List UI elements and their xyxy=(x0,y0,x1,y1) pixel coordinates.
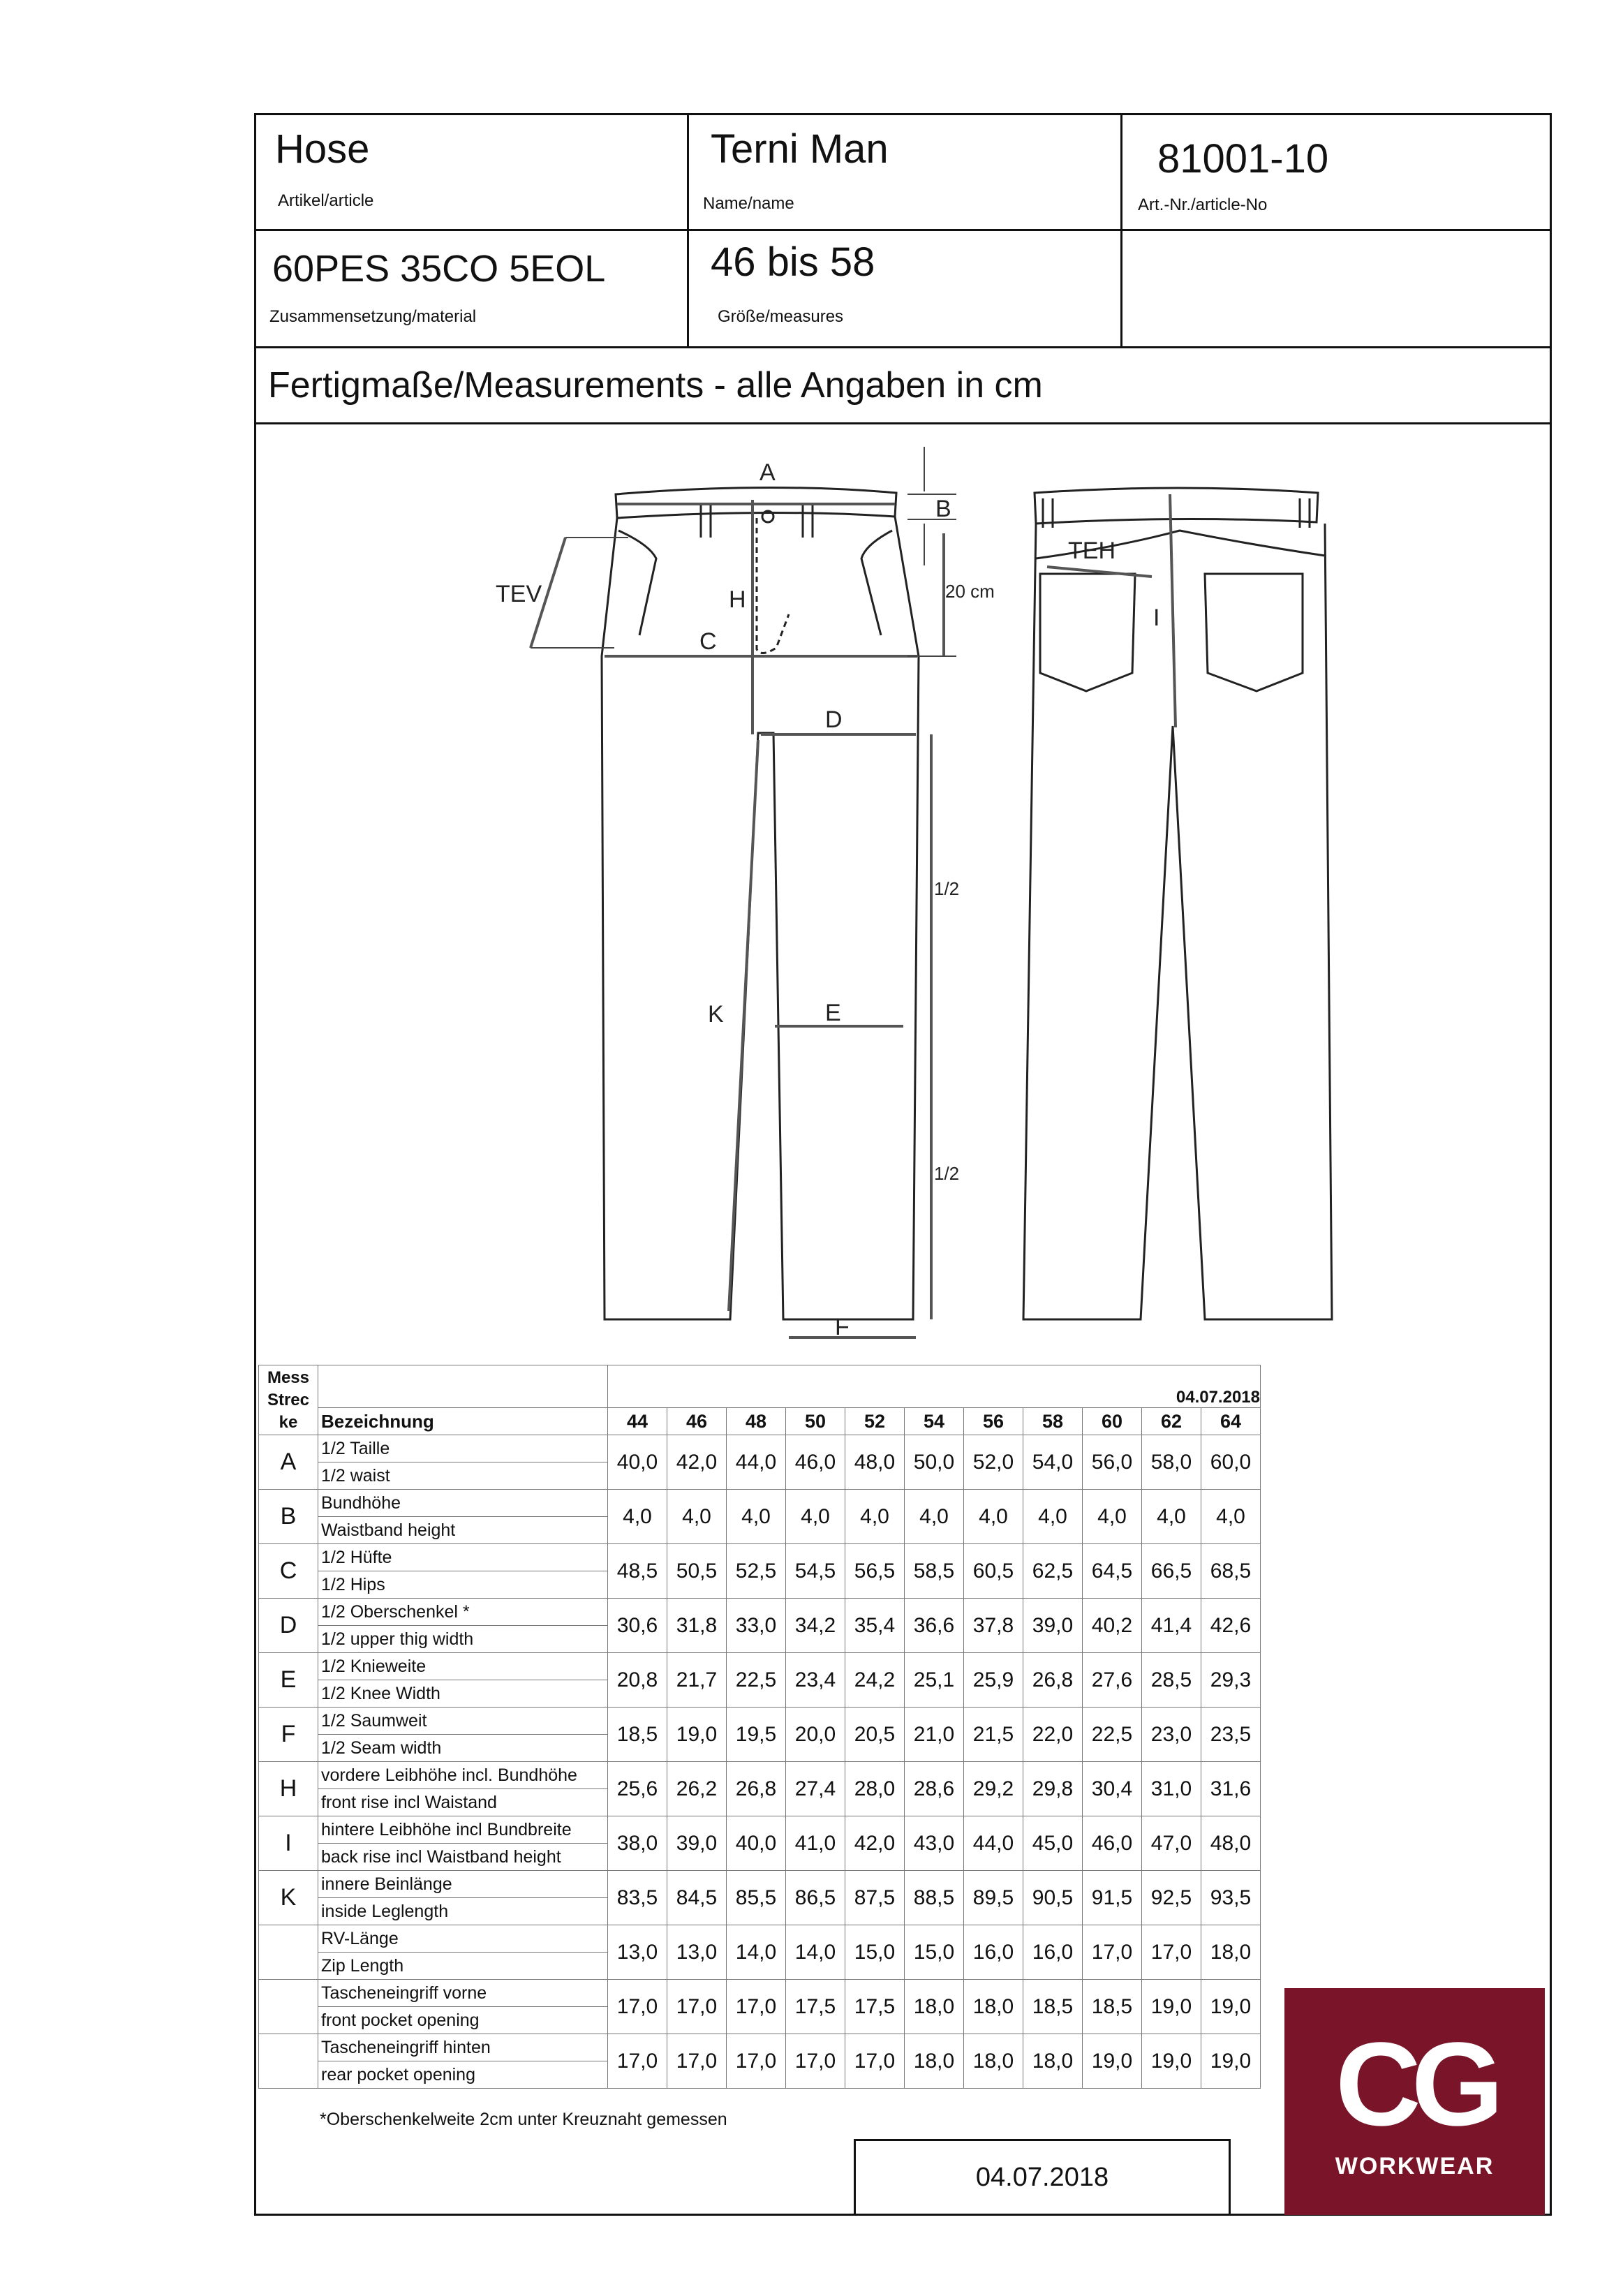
measure-name-en: 1/2 Hips xyxy=(318,1571,608,1599)
measure-value: 16,0 xyxy=(964,1925,1023,1980)
measure-value: 42,0 xyxy=(667,1435,727,1490)
measure-line-teh xyxy=(1047,567,1152,577)
table-row xyxy=(259,1435,1261,1462)
label-h: H xyxy=(729,586,746,613)
measure-value: 18,0 xyxy=(964,1980,1023,2034)
back-pocket-right xyxy=(1205,574,1303,691)
table-size-row xyxy=(259,1408,1261,1435)
measure-value: 4,0 xyxy=(1142,1490,1201,1544)
measure-value: 4,0 xyxy=(905,1490,964,1544)
measure-value: 85,5 xyxy=(727,1871,786,1925)
front-pocket-left xyxy=(618,531,656,635)
measure-value: 66,5 xyxy=(1142,1544,1201,1599)
label-teh: TEH xyxy=(1068,538,1116,564)
measure-code: C xyxy=(259,1544,318,1599)
label-i: I xyxy=(1153,605,1160,631)
measure-value: 47,0 xyxy=(1142,1816,1201,1871)
measure-value: 19,0 xyxy=(1201,1980,1261,2034)
table-header-col1 xyxy=(259,1365,318,1435)
measure-code: E xyxy=(259,1653,318,1708)
article-label: Artikel/article xyxy=(278,191,374,210)
measure-value: 17,0 xyxy=(1142,1925,1201,1980)
measure-value: 56,5 xyxy=(845,1544,905,1599)
measure-value: 19,5 xyxy=(727,1708,786,1762)
measure-value: 29,8 xyxy=(1023,1762,1083,1816)
section-title: Fertigmaße/Measurements - alle Angaben in cm xyxy=(268,365,1043,406)
measure-value: 28,0 xyxy=(845,1762,905,1816)
measure-line-i xyxy=(1170,494,1176,727)
measure-code: K xyxy=(259,1871,318,1925)
front-belt-loop-1 xyxy=(701,505,711,538)
measure-name-en: front rise incl Waistand xyxy=(318,1789,608,1816)
measure-value: 18,0 xyxy=(1201,1925,1261,1980)
measure-name-en: Waistband height xyxy=(318,1517,608,1544)
measure-value: 24,2 xyxy=(845,1653,905,1708)
measure-value: 25,9 xyxy=(964,1653,1023,1708)
measure-name-de: 1/2 Knieweite xyxy=(318,1653,608,1680)
measure-value: 86,5 xyxy=(786,1871,845,1925)
measure-value: 46,0 xyxy=(1083,1816,1142,1871)
measure-value: 28,5 xyxy=(1142,1653,1201,1708)
table-row xyxy=(259,1871,1261,1898)
measure-name-de: hintere Leibhöhe incl Bundbreite xyxy=(318,1816,608,1844)
table-size-header: 46 xyxy=(667,1408,727,1435)
measure-value: 38,0 xyxy=(608,1816,667,1871)
table-row xyxy=(259,1544,1261,1571)
measure-value: 93,5 xyxy=(1201,1871,1261,1925)
measure-value: 4,0 xyxy=(667,1490,727,1544)
measure-value: 19,0 xyxy=(667,1708,727,1762)
front-pocket-right xyxy=(861,531,892,635)
measure-value: 27,6 xyxy=(1083,1653,1142,1708)
measure-value: 4,0 xyxy=(786,1490,845,1544)
measure-name-en: inside Leglength xyxy=(318,1898,608,1925)
measure-value: 50,5 xyxy=(667,1544,727,1599)
measure-code: B xyxy=(259,1490,318,1544)
label-b: B xyxy=(935,496,951,522)
measure-value: 50,0 xyxy=(905,1435,964,1490)
measure-value: 40,0 xyxy=(608,1435,667,1490)
measure-value: 89,5 xyxy=(964,1871,1023,1925)
measure-value: 18,5 xyxy=(1083,1980,1142,2034)
measure-value: 15,0 xyxy=(905,1925,964,1980)
measure-value: 4,0 xyxy=(727,1490,786,1544)
measure-value: 60,0 xyxy=(1201,1435,1261,1490)
measure-value: 40,2 xyxy=(1083,1599,1142,1653)
measure-value: 58,5 xyxy=(905,1544,964,1599)
table-header-date: 04.07.2018 xyxy=(608,1365,1261,1408)
table-header-col1-line: Strec xyxy=(267,1390,310,1409)
label-a: A xyxy=(759,459,776,486)
measure-value: 17,5 xyxy=(786,1980,845,2034)
material-value: 60PES 35CO 5EOL xyxy=(272,248,606,290)
measure-value: 21,7 xyxy=(667,1653,727,1708)
logo-mark: CG xyxy=(1335,2018,1494,2151)
measure-value: 18,0 xyxy=(1023,2034,1083,2089)
measure-value: 90,5 xyxy=(1023,1871,1083,1925)
measure-value: 36,6 xyxy=(905,1599,964,1653)
measure-value: 35,4 xyxy=(845,1599,905,1653)
measure-value: 41,4 xyxy=(1142,1599,1201,1653)
measure-name-en: back rise incl Waistband height xyxy=(318,1844,608,1871)
measure-name-de: Tascheneingriff vorne xyxy=(318,1980,608,2007)
measure-code: F xyxy=(259,1708,318,1762)
front-belt-loop-2 xyxy=(803,505,813,538)
article-no-label: Art.-Nr./article-No xyxy=(1138,195,1268,214)
table-size-header: 52 xyxy=(845,1408,905,1435)
measure-value: 18,0 xyxy=(905,1980,964,2034)
label-k: K xyxy=(708,1001,724,1028)
measure-name-de: Bundhöhe xyxy=(318,1490,608,1517)
label-half-bottom: 1/2 xyxy=(934,1163,960,1184)
table-header-blank xyxy=(318,1365,608,1408)
measure-value: 91,5 xyxy=(1083,1871,1142,1925)
measure-value: 4,0 xyxy=(608,1490,667,1544)
measure-value: 26,2 xyxy=(667,1762,727,1816)
table-row xyxy=(259,2034,1261,2061)
measure-name-en: 1/2 Seam width xyxy=(318,1735,608,1762)
measure-value: 4,0 xyxy=(964,1490,1023,1544)
measure-value: 17,0 xyxy=(845,2034,905,2089)
measure-name-en: 1/2 Knee Width xyxy=(318,1680,608,1708)
table-header-col1-line: ke xyxy=(279,1412,298,1432)
measure-value: 23,5 xyxy=(1201,1708,1261,1762)
measure-value: 31,8 xyxy=(667,1599,727,1653)
measure-code xyxy=(259,2034,318,2089)
table-header-row xyxy=(259,1365,1261,1408)
measure-value: 18,5 xyxy=(608,1708,667,1762)
measure-value: 64,5 xyxy=(1083,1544,1142,1599)
measure-value: 30,6 xyxy=(608,1599,667,1653)
measure-value: 92,5 xyxy=(1142,1871,1201,1925)
measure-value: 31,0 xyxy=(1142,1762,1201,1816)
measure-code: H xyxy=(259,1762,318,1816)
table-size-header: 58 xyxy=(1023,1408,1083,1435)
measure-value: 17,0 xyxy=(667,1980,727,2034)
measure-value: 17,0 xyxy=(608,1980,667,2034)
label-e: E xyxy=(825,1000,841,1026)
table-footnote: *Oberschenkelweite 2cm unter Kreuznaht gemessen xyxy=(320,2110,727,2129)
table-size-header: 44 xyxy=(608,1408,667,1435)
measure-value: 83,5 xyxy=(608,1871,667,1925)
table-row xyxy=(259,1980,1261,2007)
back-pocket-left xyxy=(1040,574,1135,691)
measure-value: 52,0 xyxy=(964,1435,1023,1490)
measure-value: 41,0 xyxy=(786,1816,845,1871)
measure-value: 26,8 xyxy=(1023,1653,1083,1708)
measure-value: 22,5 xyxy=(1083,1708,1142,1762)
measure-value: 21,0 xyxy=(905,1708,964,1762)
measure-value: 45,0 xyxy=(1023,1816,1083,1871)
table-size-header: 56 xyxy=(964,1408,1023,1435)
measure-value: 60,5 xyxy=(964,1544,1023,1599)
measure-value: 13,0 xyxy=(667,1925,727,1980)
measure-value: 28,6 xyxy=(905,1762,964,1816)
table-row xyxy=(259,1762,1261,1789)
measure-value: 84,5 xyxy=(667,1871,727,1925)
measurement-table xyxy=(258,1365,1261,2089)
logo-text: WORKWEAR xyxy=(1335,2153,1495,2179)
measure-name-en: 1/2 upper thig width xyxy=(318,1626,608,1653)
front-outline xyxy=(602,517,919,1319)
measure-value: 42,6 xyxy=(1201,1599,1261,1653)
table-row xyxy=(259,1816,1261,1844)
measure-value: 22,5 xyxy=(727,1653,786,1708)
label-tev: TEV xyxy=(496,581,542,607)
label-c: C xyxy=(699,628,717,655)
measure-value: 68,5 xyxy=(1201,1544,1261,1599)
measure-value: 17,5 xyxy=(845,1980,905,2034)
measure-value: 18,0 xyxy=(964,2034,1023,2089)
table-row xyxy=(259,1708,1261,1735)
measure-code: A xyxy=(259,1435,318,1490)
table-size-header: 64 xyxy=(1201,1408,1261,1435)
measure-value: 17,0 xyxy=(667,2034,727,2089)
measure-value: 29,3 xyxy=(1201,1653,1261,1708)
measure-value: 19,0 xyxy=(1142,1980,1201,2034)
measure-name-en: Zip Length xyxy=(318,1953,608,1980)
table-row xyxy=(259,1925,1261,1953)
measure-value: 20,0 xyxy=(786,1708,845,1762)
measure-value: 29,2 xyxy=(964,1762,1023,1816)
measure-value: 4,0 xyxy=(1023,1490,1083,1544)
measure-value: 31,6 xyxy=(1201,1762,1261,1816)
measure-value: 27,4 xyxy=(786,1762,845,1816)
measure-value: 20,5 xyxy=(845,1708,905,1762)
table-size-header: 54 xyxy=(905,1408,964,1435)
measure-value: 14,0 xyxy=(727,1925,786,1980)
measure-name-de: innere Beinlänge xyxy=(318,1871,608,1898)
back-outline xyxy=(1023,524,1332,1319)
measure-name-de: 1/2 Taille xyxy=(318,1435,608,1462)
measure-code: D xyxy=(259,1599,318,1653)
measure-value: 14,0 xyxy=(786,1925,845,1980)
measure-value: 4,0 xyxy=(845,1490,905,1544)
measure-value: 25,6 xyxy=(608,1762,667,1816)
measure-value: 44,0 xyxy=(964,1816,1023,1871)
measure-value: 22,0 xyxy=(1023,1708,1083,1762)
measure-value: 18,0 xyxy=(905,2034,964,2089)
measure-name-de: 1/2 Oberschenkel * xyxy=(318,1599,608,1626)
table-row xyxy=(259,1490,1261,1517)
measure-value: 43,0 xyxy=(905,1816,964,1871)
measure-value: 4,0 xyxy=(1201,1490,1261,1544)
measure-value: 37,8 xyxy=(964,1599,1023,1653)
measure-value: 48,5 xyxy=(608,1544,667,1599)
table-size-header: 48 xyxy=(727,1408,786,1435)
measure-name-en: rear pocket opening xyxy=(318,2061,608,2089)
measure-code xyxy=(259,1980,318,2034)
size-label: Größe/measures xyxy=(718,307,844,326)
measure-value: 17,0 xyxy=(608,2034,667,2089)
measure-name-de: Tascheneingriff hinten xyxy=(318,2034,608,2061)
table-size-header: 60 xyxy=(1083,1408,1142,1435)
measure-value: 39,0 xyxy=(667,1816,727,1871)
measure-name-de: 1/2 Saumweit xyxy=(318,1708,608,1735)
measure-value: 62,5 xyxy=(1023,1544,1083,1599)
measure-name-de: RV-Länge xyxy=(318,1925,608,1953)
measure-value: 44,0 xyxy=(727,1435,786,1490)
measure-value: 17,0 xyxy=(1083,1925,1142,1980)
measure-value: 18,5 xyxy=(1023,1980,1083,2034)
measure-name-de: 1/2 Hüfte xyxy=(318,1544,608,1571)
measure-value: 17,0 xyxy=(727,2034,786,2089)
material-label: Zusammensetzung/material xyxy=(269,307,477,326)
measure-line-k xyxy=(729,740,758,1311)
cg-workwear-logo xyxy=(1284,1988,1545,2215)
footer-date: 04.07.2018 xyxy=(854,2139,1231,2216)
article-value: Hose xyxy=(275,126,370,172)
measure-name-en: 1/2 waist xyxy=(318,1462,608,1490)
back-waistband xyxy=(1035,488,1318,524)
label-d: D xyxy=(825,706,843,733)
measure-value: 54,0 xyxy=(1023,1435,1083,1490)
measure-value: 58,0 xyxy=(1142,1435,1201,1490)
measure-name-de: vordere Leibhöhe incl. Bundhöhe xyxy=(318,1762,608,1789)
label-half-top: 1/2 xyxy=(934,878,960,899)
front-fly xyxy=(757,518,789,653)
measure-value: 23,0 xyxy=(1142,1708,1201,1762)
measure-value: 16,0 xyxy=(1023,1925,1083,1980)
measure-value: 21,5 xyxy=(964,1708,1023,1762)
measure-value: 19,0 xyxy=(1201,2034,1261,2089)
measure-value: 48,0 xyxy=(845,1435,905,1490)
measure-value: 34,2 xyxy=(786,1599,845,1653)
measure-value: 33,0 xyxy=(727,1599,786,1653)
measure-code: I xyxy=(259,1816,318,1871)
table-row xyxy=(259,1599,1261,1626)
measure-value: 54,5 xyxy=(786,1544,845,1599)
table-header-bezeichnung: Bezeichnung xyxy=(318,1408,608,1435)
table-header-col1-line: Mess xyxy=(267,1368,310,1387)
measure-value: 42,0 xyxy=(845,1816,905,1871)
label-f: F xyxy=(835,1314,850,1340)
table-row xyxy=(259,1653,1261,1680)
measure-value: 52,5 xyxy=(727,1544,786,1599)
measure-name-en: front pocket opening xyxy=(318,2007,608,2034)
measure-value: 30,4 xyxy=(1083,1762,1142,1816)
measure-value: 39,0 xyxy=(1023,1599,1083,1653)
measure-value: 40,0 xyxy=(727,1816,786,1871)
size-value: 46 bis 58 xyxy=(711,239,875,285)
measure-value: 15,0 xyxy=(845,1925,905,1980)
article-no-value: 81001-10 xyxy=(1157,136,1329,182)
measure-value: 88,5 xyxy=(905,1871,964,1925)
measure-value: 25,1 xyxy=(905,1653,964,1708)
measure-value: 23,4 xyxy=(786,1653,845,1708)
measure-value: 87,5 xyxy=(845,1871,905,1925)
measure-value: 19,0 xyxy=(1142,2034,1201,2089)
measure-value: 46,0 xyxy=(786,1435,845,1490)
measure-value: 4,0 xyxy=(1083,1490,1142,1544)
table-size-header: 50 xyxy=(786,1408,845,1435)
name-value: Terni Man xyxy=(711,126,889,172)
back-belt-loop-2 xyxy=(1300,498,1310,528)
measure-value: 20,8 xyxy=(608,1653,667,1708)
measure-value: 26,8 xyxy=(727,1762,786,1816)
measure-value: 19,0 xyxy=(1083,2034,1142,2089)
measure-value: 17,0 xyxy=(786,2034,845,2089)
measure-value: 56,0 xyxy=(1083,1435,1142,1490)
name-label: Name/name xyxy=(703,194,794,213)
label-20cm: 20 cm xyxy=(945,581,995,602)
measure-value: 13,0 xyxy=(608,1925,667,1980)
table-size-header: 62 xyxy=(1142,1408,1201,1435)
measure-value: 48,0 xyxy=(1201,1816,1261,1871)
measure-value: 17,0 xyxy=(727,1980,786,2034)
measure-code xyxy=(259,1925,318,1980)
